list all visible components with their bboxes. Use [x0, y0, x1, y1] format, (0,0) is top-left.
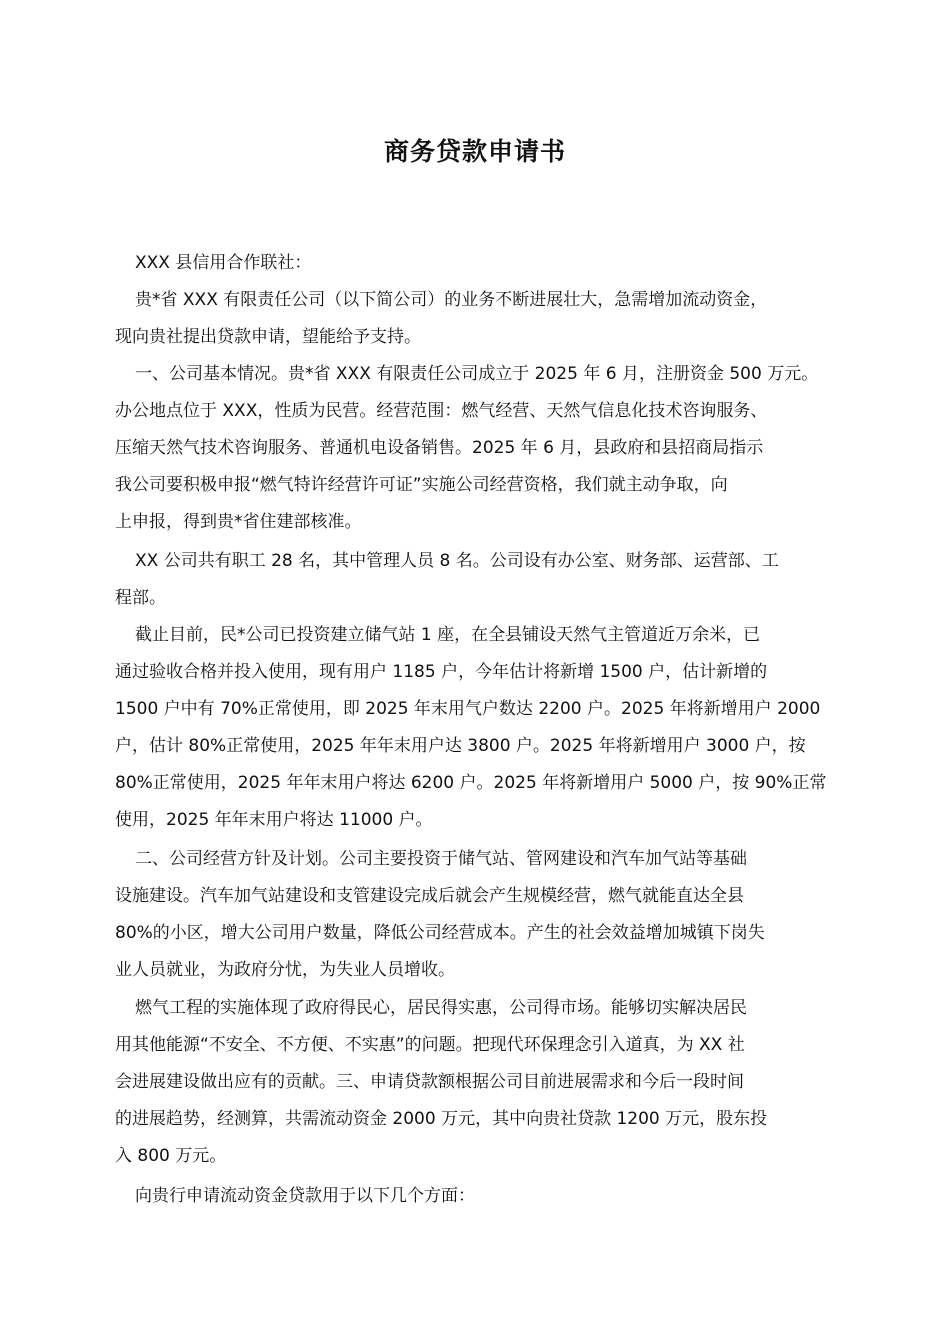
paragraph-line: 设施建设。汽车加气站建设和支管建设完成后就会产生规模经营，燃气就能直达全县 — [115, 886, 744, 906]
paragraph-line: 二、公司经营方针及计划。公司主要投资于储气站、管网建设和汽车加气站等基础 — [135, 849, 747, 869]
salutation-line: XXX 县信用合作联社： — [135, 253, 312, 273]
paragraph-line: 业人员就业，为政府分忧，为失业人员增收。 — [115, 960, 455, 980]
paragraph-request — [115, 282, 837, 356]
paragraph-line: 办公地点位于 XXX，性质为民营。经营范围：燃气经营、天然气信息化技术咨询服务、 — [115, 401, 768, 421]
paragraph-line: 燃气工程的实施体现了政府得民心，居民得实惠，公司得市场。能够切实解决居民 — [135, 998, 747, 1018]
paragraph-users — [115, 617, 837, 839]
paragraph-line: 会进展建设做出应有的贡献。三、申请贷款额根据公司目前进展需求和今后一段时间 — [115, 1072, 744, 1092]
paragraph-line: 一、公司基本情况。贵*省 XXX 有限责任公司成立于 2025 年 6 月，注册资金 500 万元。 — [135, 364, 819, 384]
paragraph-loan-amount — [115, 990, 837, 1175]
paragraph-line: 80%的小区，增大公司用户数量，降低公司经营成本。产生的社会效益增加城镇下岗失 — [115, 923, 765, 943]
paragraph-company-basics — [115, 356, 837, 541]
paragraph-line: 截止目前，民*公司已投资建立储气站 1 座，在全县铺设天然气主管道近万余米，已 — [135, 625, 761, 645]
paragraph-line: 的进展趋势，经测算，共需流动资金 2000 万元，其中向贵社贷款 1200 万元，股东投 — [115, 1109, 768, 1129]
paragraph-line: XX 公司共有职工 28 名，其中管理人员 8 名。公司设有办公室、财务部、运营部、工 — [135, 551, 779, 571]
paragraph-line: 入 800 万元。 — [115, 1146, 227, 1166]
salutation — [115, 245, 837, 282]
paragraph-line: 程部。 — [115, 588, 166, 608]
paragraph-loan-usage — [115, 1178, 837, 1215]
paragraph-line: 使用，2025 年年末用户将达 11000 户。 — [115, 810, 433, 830]
paragraph-line: 80%正常使用，2025 年年末用户将达 6200 户。2025 年将新增用户 5000 户，按 90%正常 — [115, 773, 827, 793]
paragraph-business-plan — [115, 841, 837, 989]
paragraph-line: 1500 户中有 70%正常使用，即 2025 年末用气户数达 2200 户。2025 年将新增用户 2000 — [115, 699, 821, 719]
paragraph-line: 压缩天然气技术咨询服务、普通机电设备销售。2025 年 6 月，县政府和县招商局指示 — [115, 438, 764, 458]
paragraph-line: 用其他能源“不安全、不方便、不实惠”的问题。把现代环保理念引入道真，为 XX 社 — [115, 1035, 745, 1055]
paragraph-line: 我公司要积极申报“燃气特许经营许可证”实施公司经营资格，我们就主动争取，向 — [115, 475, 728, 495]
paragraph-line: 上申报，得到贵*省住建部核准。 — [115, 512, 362, 532]
paragraph-line: 贵*省 XXX 有限责任公司（以下简公司）的业务不断进展壮大，急需增加流动资金， — [135, 290, 768, 310]
paragraph-line: 通过验收合格并投入使用，现有用户 1185 户，今年估计将新增 1500 户，估计新增的 — [115, 662, 768, 682]
paragraph-staff — [115, 543, 837, 617]
paragraph-line: 户，估计 80%正常使用，2025 年年末用户达 3800 户。2025 年将新增用户 3000 户，按 — [115, 736, 806, 756]
paragraph-line: 现向贵社提出贷款申请，望能给予支持。 — [115, 327, 421, 347]
paragraph-line: 向贵行申请流动资金贷款用于以下几个方面： — [135, 1186, 475, 1206]
document-title: 商务贷款申请书 — [383, 137, 566, 166]
